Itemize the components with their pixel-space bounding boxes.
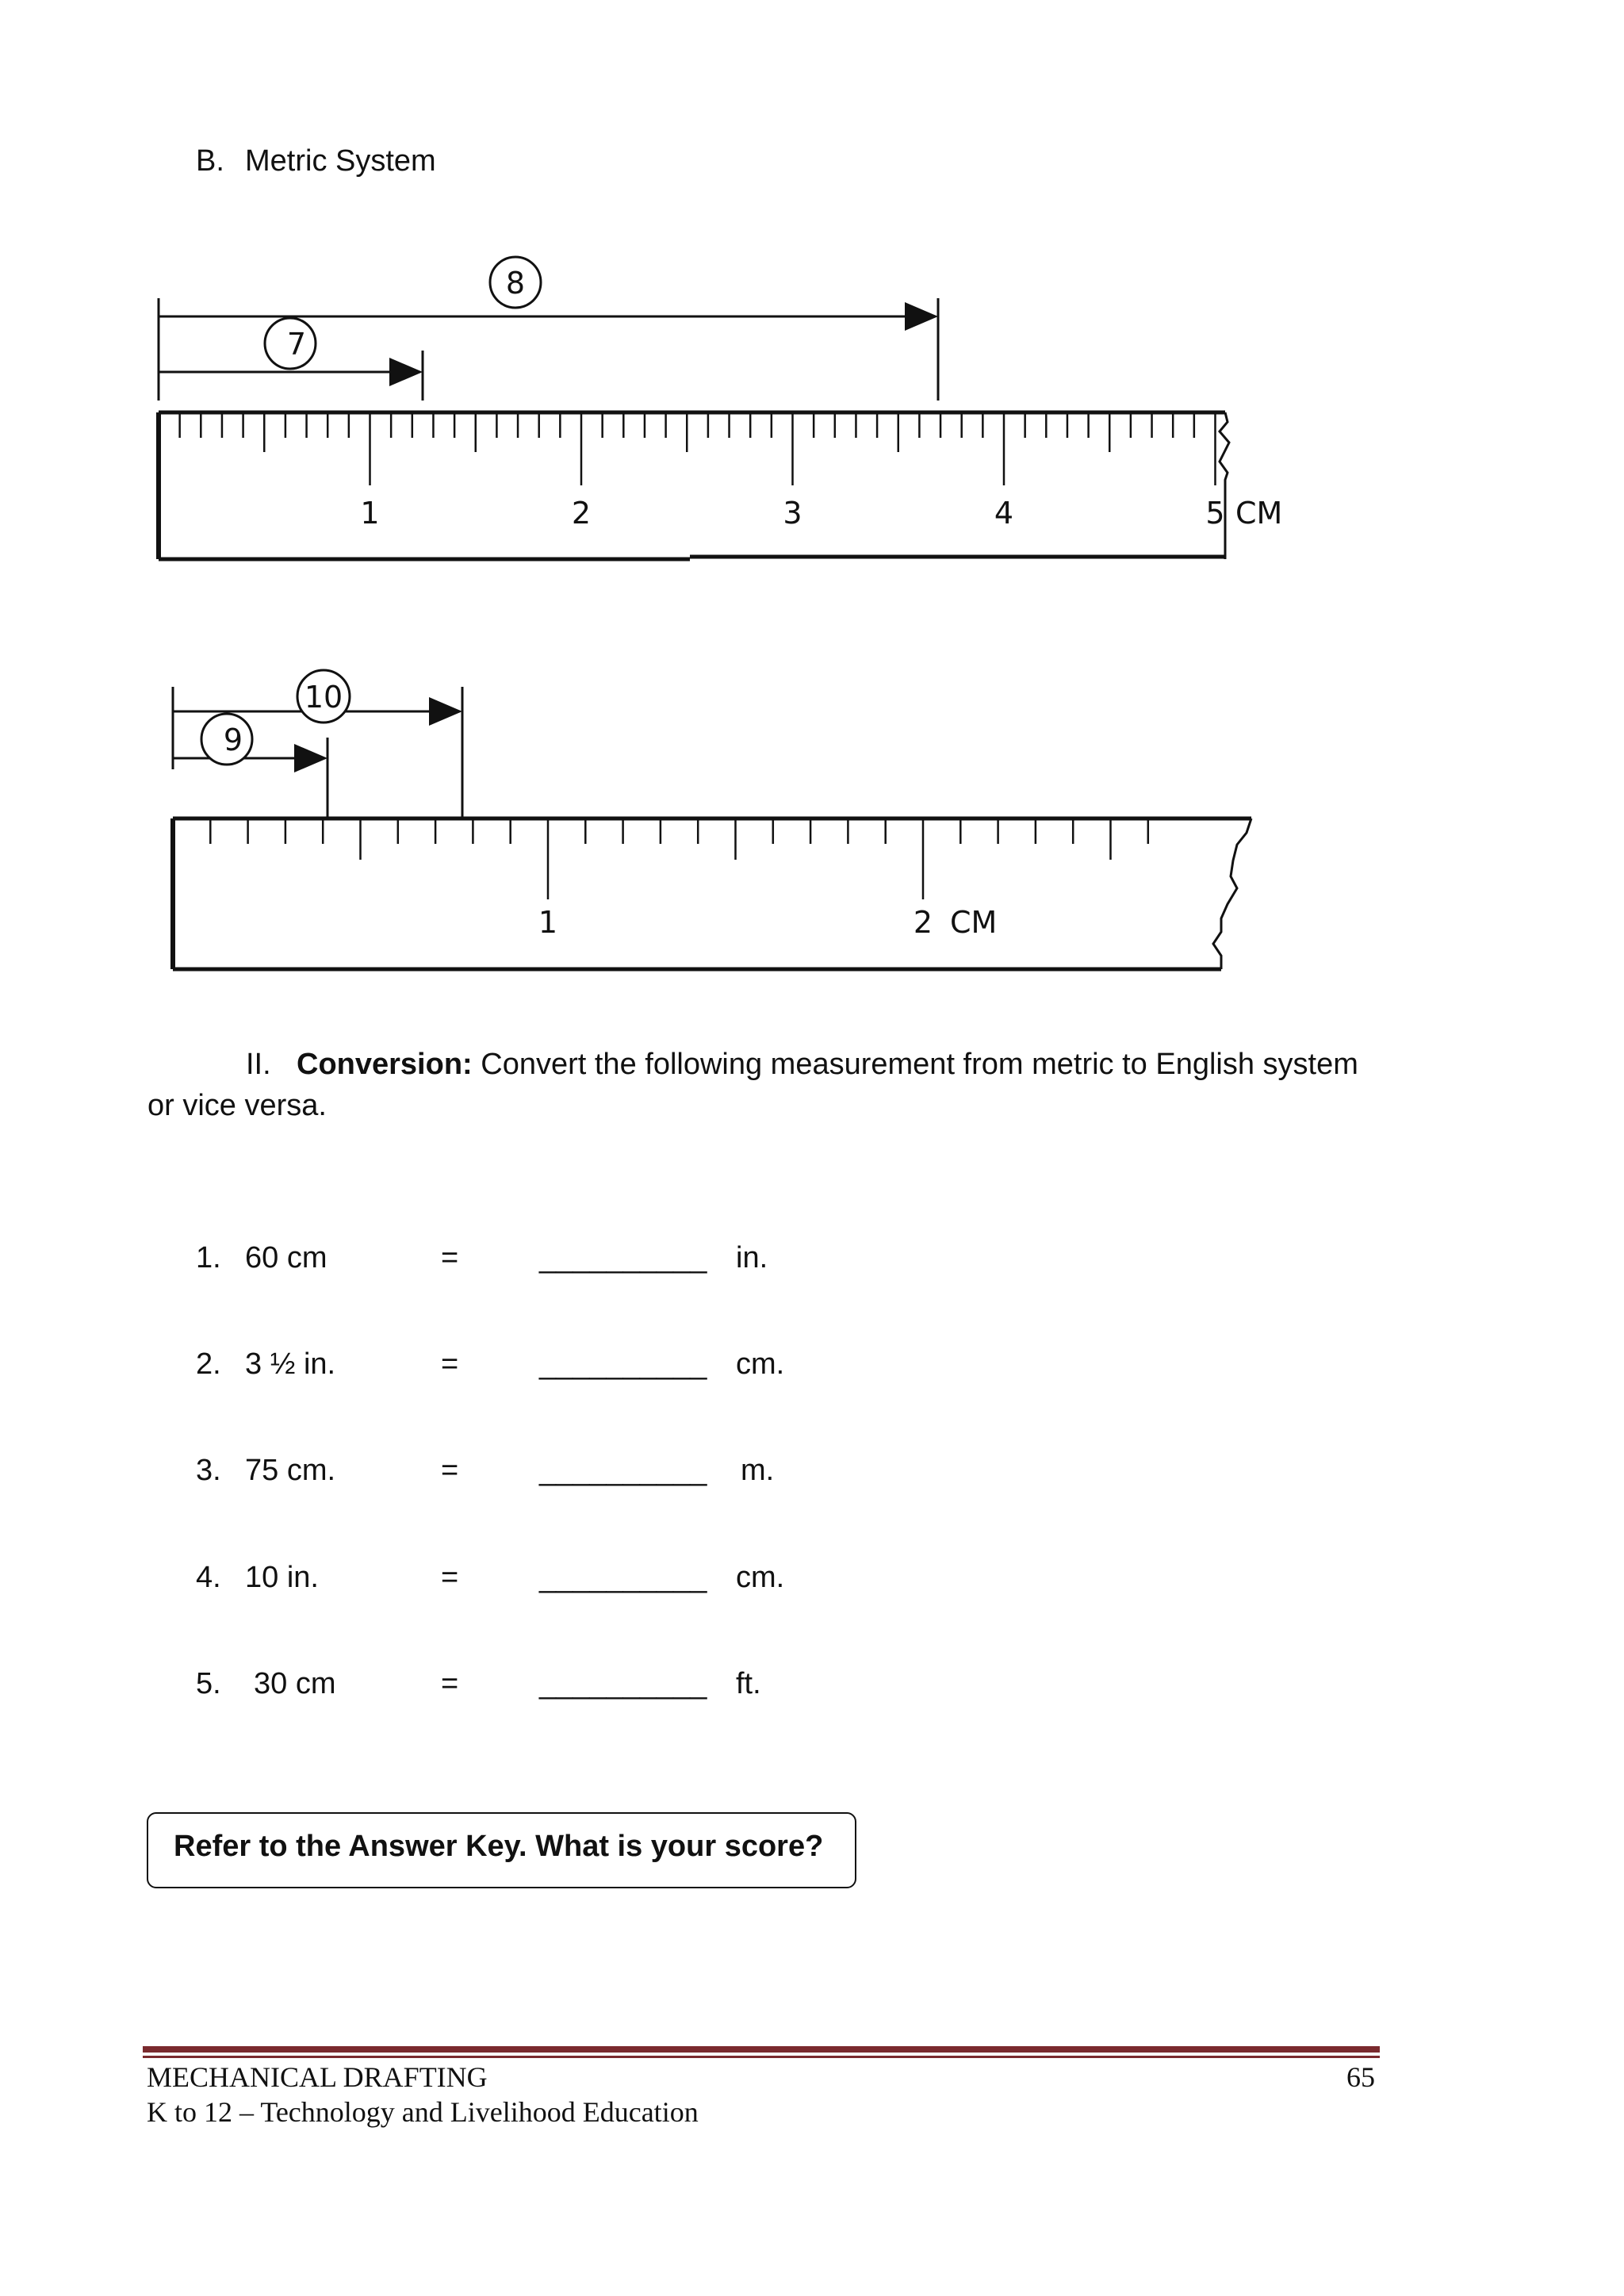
ruler-break-edge bbox=[1213, 818, 1251, 969]
exercise-given: 60 cm bbox=[245, 1241, 327, 1274]
callout-10 bbox=[297, 670, 350, 723]
cm-number-label: 2 bbox=[571, 496, 592, 531]
exercise-equals: = bbox=[441, 1347, 459, 1381]
section-title: Metric System bbox=[245, 144, 436, 178]
ruler-labels bbox=[538, 905, 933, 940]
ruler-ticks bbox=[210, 820, 1148, 899]
conversion-text: Convert the following measurement from metric to English system or vice versa. bbox=[147, 1048, 1358, 1122]
exercise-equals: = bbox=[441, 1454, 459, 1487]
callout-8-label: 8 bbox=[505, 266, 526, 301]
section-heading bbox=[196, 144, 436, 178]
exercise-item bbox=[0, 1454, 1624, 1493]
exercise-item bbox=[0, 1241, 1624, 1281]
answer-blank[interactable]: __________ bbox=[539, 1561, 707, 1594]
conversion-instructions bbox=[147, 1044, 1385, 1126]
exercise-equals: = bbox=[441, 1241, 459, 1274]
exercise-equals: = bbox=[441, 1561, 459, 1594]
exercise-given: 75 cm. bbox=[245, 1454, 336, 1487]
part-numeral: II. bbox=[246, 1048, 271, 1081]
answer-blank[interactable]: __________ bbox=[539, 1667, 707, 1700]
exercise-equals: = bbox=[441, 1667, 459, 1700]
exercise-unit: cm. bbox=[736, 1347, 785, 1381]
ruler-body bbox=[159, 412, 1229, 559]
footer-divider-thin bbox=[143, 2056, 1380, 2058]
conversion-label: Conversion: bbox=[297, 1048, 473, 1081]
cm-number-label: 3 bbox=[783, 496, 802, 531]
footer-divider bbox=[143, 2046, 1380, 2053]
exercise-number: 3. bbox=[196, 1454, 221, 1487]
exercise-number: 5. bbox=[196, 1667, 221, 1700]
exercise-unit: cm. bbox=[736, 1561, 785, 1594]
metric-ruler-2cm bbox=[0, 666, 1624, 999]
cm-number-label: 4 bbox=[994, 496, 1014, 531]
footer-subtitle: K to 12 – Technology and Livelihood Education bbox=[147, 2096, 699, 2128]
exercise-given: 10 in. bbox=[245, 1561, 319, 1594]
exercise-item bbox=[0, 1561, 1624, 1600]
cm-number-label: 2 bbox=[913, 905, 933, 940]
exercise-number: 1. bbox=[196, 1241, 221, 1274]
exercise-unit: ft. bbox=[736, 1667, 761, 1700]
exercise-unit: in. bbox=[736, 1241, 768, 1274]
exercise-number: 2. bbox=[196, 1347, 221, 1381]
ruler-unit-label: CM bbox=[1235, 496, 1283, 531]
answer-blank[interactable]: __________ bbox=[539, 1347, 707, 1381]
footer-title: MECHANICAL DRAFTING bbox=[147, 2061, 488, 2093]
callout-9 bbox=[201, 714, 252, 765]
callout-8 bbox=[490, 257, 541, 308]
cm-number-label: 1 bbox=[360, 496, 380, 531]
cm-number-label: 1 bbox=[538, 905, 558, 940]
callout-9-label: 9 bbox=[223, 723, 243, 757]
exercise-item bbox=[0, 1667, 1624, 1707]
exercise-given: 3 ½ in. bbox=[245, 1347, 336, 1381]
metric-ruler-5cm bbox=[0, 254, 1624, 587]
ruler-unit-label: CM bbox=[950, 905, 998, 940]
callout-7 bbox=[265, 318, 316, 369]
score-reminder-text: Refer to the Answer Key. What is your score? bbox=[174, 1830, 824, 1863]
section-letter: B. bbox=[196, 144, 224, 178]
exercise-unit: m. bbox=[741, 1454, 775, 1487]
exercise-number: 4. bbox=[196, 1561, 221, 1594]
exercise-given: 30 cm bbox=[254, 1667, 336, 1700]
page-number: 65 bbox=[1346, 2061, 1375, 2093]
callout-7-label: 7 bbox=[286, 327, 307, 362]
cm-number-label: 5 bbox=[1205, 496, 1225, 531]
exercise-item bbox=[0, 1347, 1624, 1387]
answer-blank[interactable]: __________ bbox=[539, 1454, 707, 1487]
score-reminder-box bbox=[147, 1812, 856, 1888]
answer-blank[interactable]: __________ bbox=[539, 1241, 707, 1274]
callout-10-label: 10 bbox=[304, 680, 343, 715]
